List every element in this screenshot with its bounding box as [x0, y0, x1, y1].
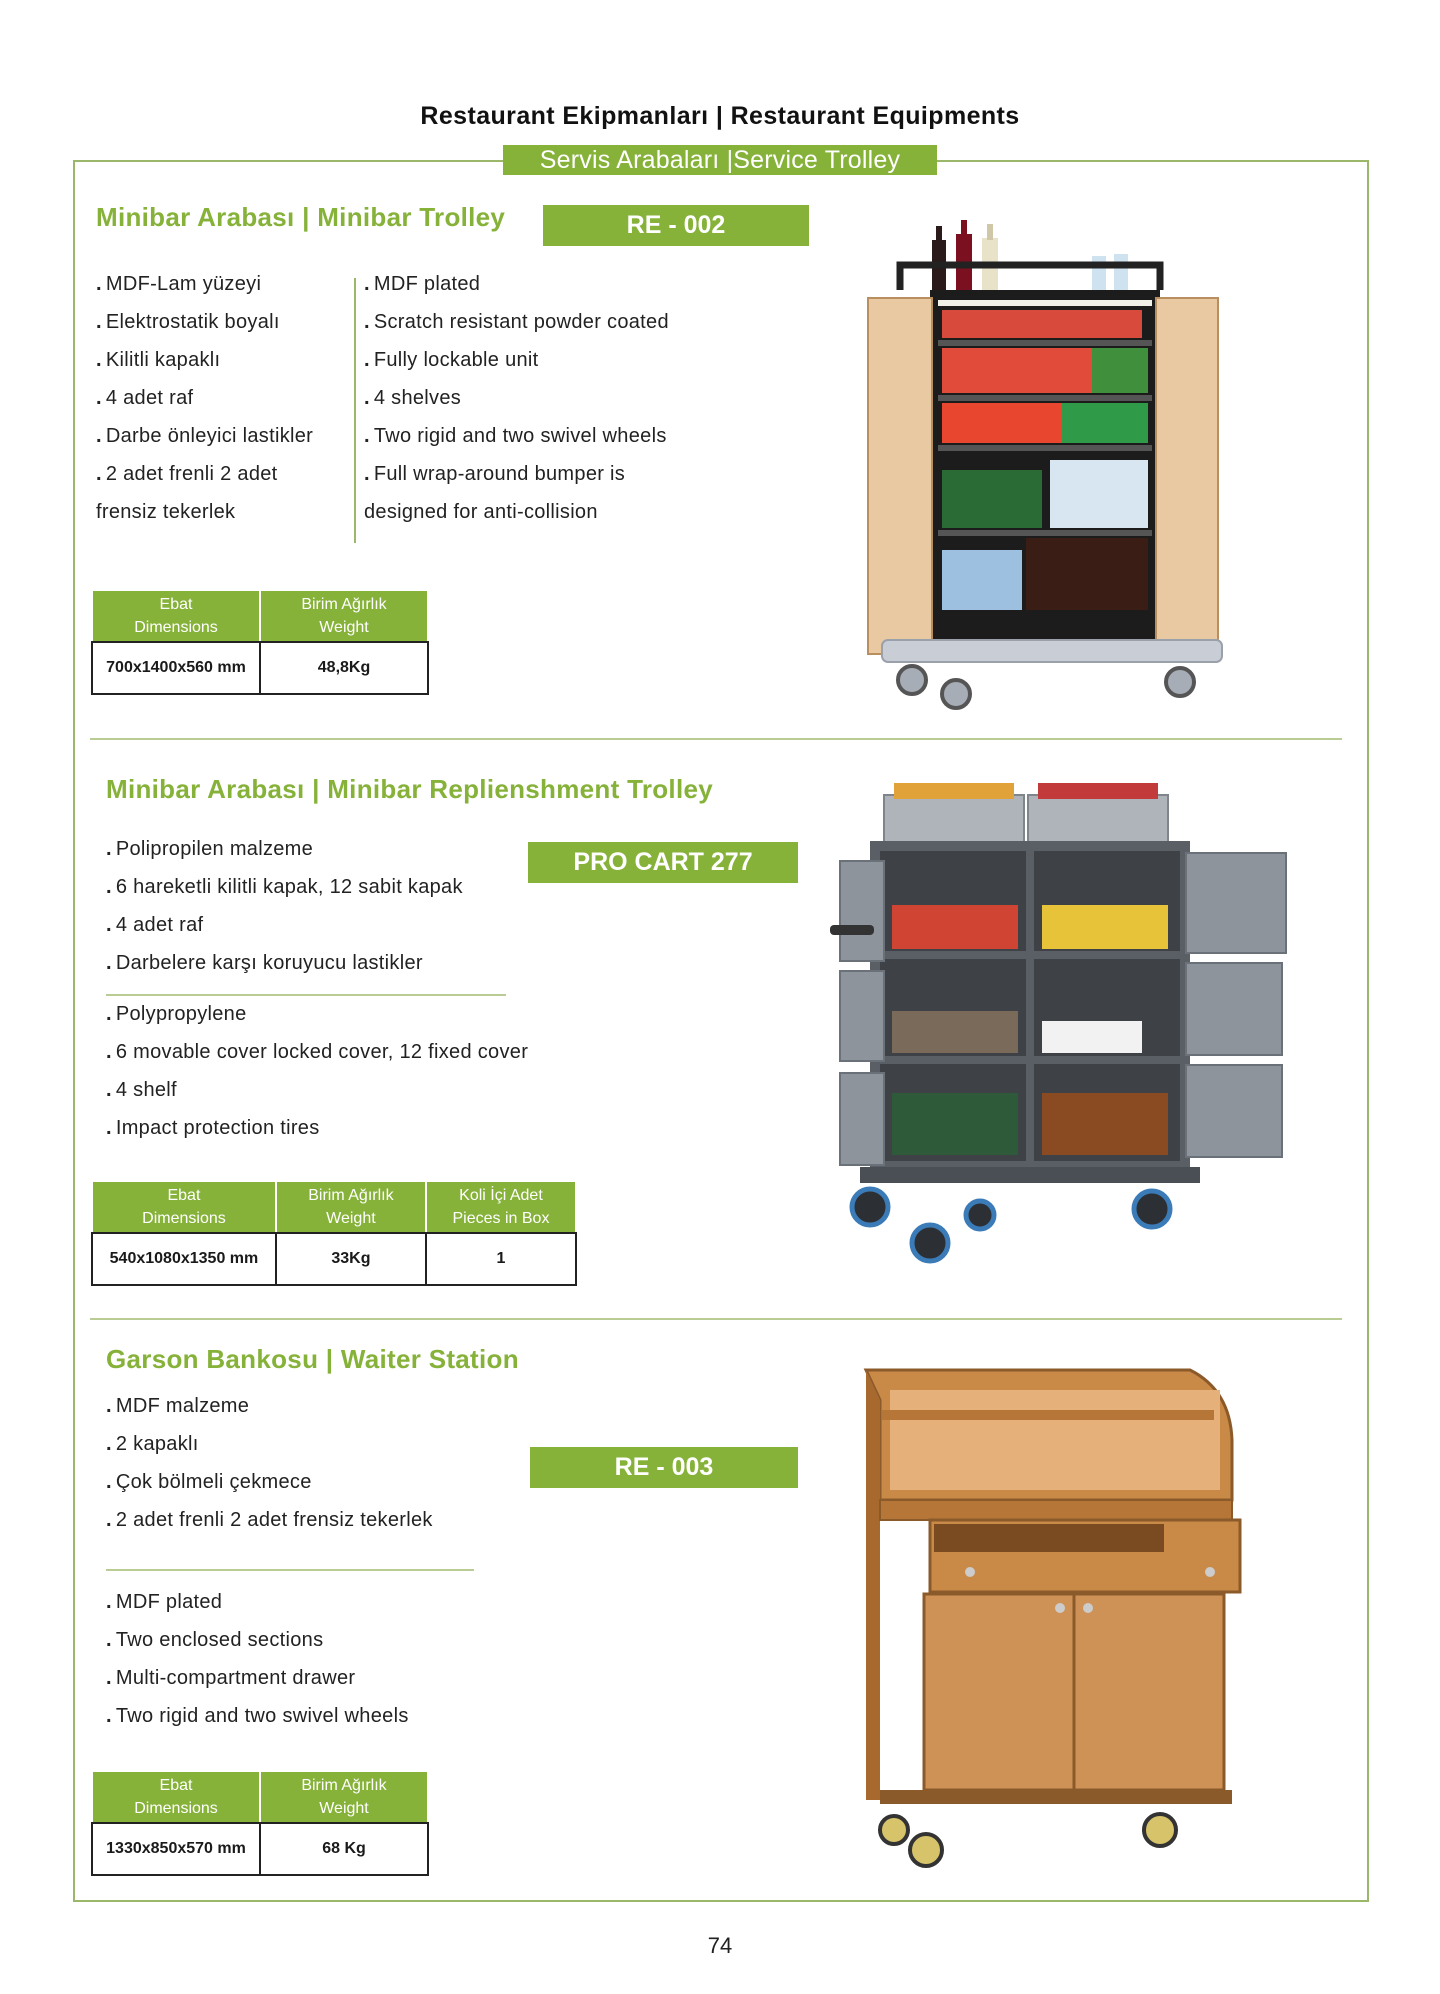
- feature-item: . 6 hareketli kilitli kapak, 12 sabit kapak: [106, 876, 463, 898]
- feature-column-divider: [354, 278, 356, 543]
- feature-item: . Darbelere karşı koruyucu lastikler: [106, 952, 423, 974]
- product-1-features-tr: [96, 265, 313, 531]
- table-header: Koli İçi Adet Pieces in Box: [426, 1181, 576, 1233]
- product-3-code-badge: RE - 003: [530, 1447, 798, 1488]
- feature-item: . Çok bölmeli çekmece: [106, 1471, 312, 1493]
- minibar-trolley-image: [860, 220, 1250, 710]
- waiter-station-image: [860, 1360, 1250, 1880]
- feature-item: . 4 shelf: [106, 1079, 177, 1101]
- feature-item: . Full wrap-around bumper is: [364, 463, 626, 485]
- product-2-features-en: [106, 995, 528, 1147]
- product-2-features-tr: [106, 830, 463, 982]
- section-divider: [90, 1318, 1342, 1320]
- feature-item: . 4 shelves: [364, 387, 462, 409]
- feature-item: . MDF-Lam yüzeyi: [96, 273, 262, 295]
- feature-item: . Fully lockable unit: [364, 349, 539, 371]
- feature-item: . 2 adet frenli 2 adet frensiz tekerlek: [106, 1509, 433, 1531]
- product-1-spec-table: [91, 589, 429, 695]
- feature-item: . Impact protection tires: [106, 1117, 320, 1139]
- table-header: Ebat Dimensions: [92, 1771, 260, 1823]
- table-header: Ebat Dimensions: [92, 1181, 276, 1233]
- feature-item: . 4 adet raf: [106, 914, 204, 936]
- feature-item: . Kilitli kapaklı: [96, 349, 221, 371]
- feature-item: . 6 movable cover locked cover, 12 fixed cover: [106, 1041, 529, 1063]
- page-title: Restaurant Ekipmanları | Restaurant Equipments: [420, 102, 1020, 130]
- weight-cell: 33Kg: [276, 1233, 426, 1285]
- product-3-spec-table: [91, 1770, 429, 1876]
- feature-item: . Elektrostatik boyalı: [96, 311, 280, 333]
- weight-cell: 68 Kg: [260, 1823, 428, 1875]
- dimensions-cell: 540x1080x1350 mm: [92, 1233, 276, 1285]
- dimensions-cell: 1330x850x570 mm: [92, 1823, 260, 1875]
- feature-item: . Polypropylene: [106, 1003, 247, 1025]
- product-2-title: Minibar Arabası | Minibar Replienshment Trolley: [106, 774, 713, 804]
- pieces-cell: 1: [426, 1233, 576, 1285]
- product-2-spec-table: [91, 1180, 577, 1286]
- replenishment-trolley-image: [830, 775, 1300, 1285]
- product-1-features-en: [364, 265, 669, 531]
- feature-item: . MDF plated: [106, 1591, 223, 1613]
- section-divider: [90, 738, 1342, 740]
- product-2-code-badge: PRO CART 277: [528, 842, 798, 883]
- product-1-title: Minibar Arabası | Minibar Trolley: [96, 202, 506, 232]
- feature-item: . Two enclosed sections: [106, 1629, 324, 1651]
- table-header: Birim Ağırlık Weight: [260, 590, 428, 642]
- feature-item: designed for anti-collision: [364, 501, 598, 523]
- feature-item: . Polipropilen malzeme: [106, 838, 314, 860]
- feature-item: . Two rigid and two swivel wheels: [364, 425, 667, 447]
- language-divider: [106, 1569, 474, 1571]
- table-header: Birim Ağırlık Weight: [276, 1181, 426, 1233]
- feature-item: . MDF malzeme: [106, 1395, 250, 1417]
- feature-item: . Scratch resistant powder coated: [364, 311, 669, 333]
- weight-cell: 48,8Kg: [260, 642, 428, 694]
- feature-item: . 2 adet frenli 2 adet: [96, 463, 278, 485]
- feature-item: . Multi-compartment drawer: [106, 1667, 356, 1689]
- feature-item: . Darbe önleyici lastikler: [96, 425, 314, 447]
- feature-item: . 2 kapaklı: [106, 1433, 199, 1455]
- product-1-code-badge: RE - 002: [543, 205, 809, 246]
- table-header: Birim Ağırlık Weight: [260, 1771, 428, 1823]
- section-tab: Servis Arabaları |Service Trolley: [503, 145, 937, 175]
- feature-item: . Two rigid and two swivel wheels: [106, 1705, 409, 1727]
- table-header: Ebat Dimensions: [92, 590, 260, 642]
- feature-item: frensiz tekerlek: [96, 501, 236, 523]
- product-3-title: Garson Bankosu | Waiter Station: [106, 1344, 519, 1374]
- feature-item: . MDF plated: [364, 273, 481, 295]
- product-3-features-tr: [106, 1387, 433, 1539]
- feature-item: . 4 adet raf: [96, 387, 194, 409]
- product-3-features-en: [106, 1583, 409, 1735]
- dimensions-cell: 700x1400x560 mm: [92, 642, 260, 694]
- page-number: 74: [707, 1933, 733, 1958]
